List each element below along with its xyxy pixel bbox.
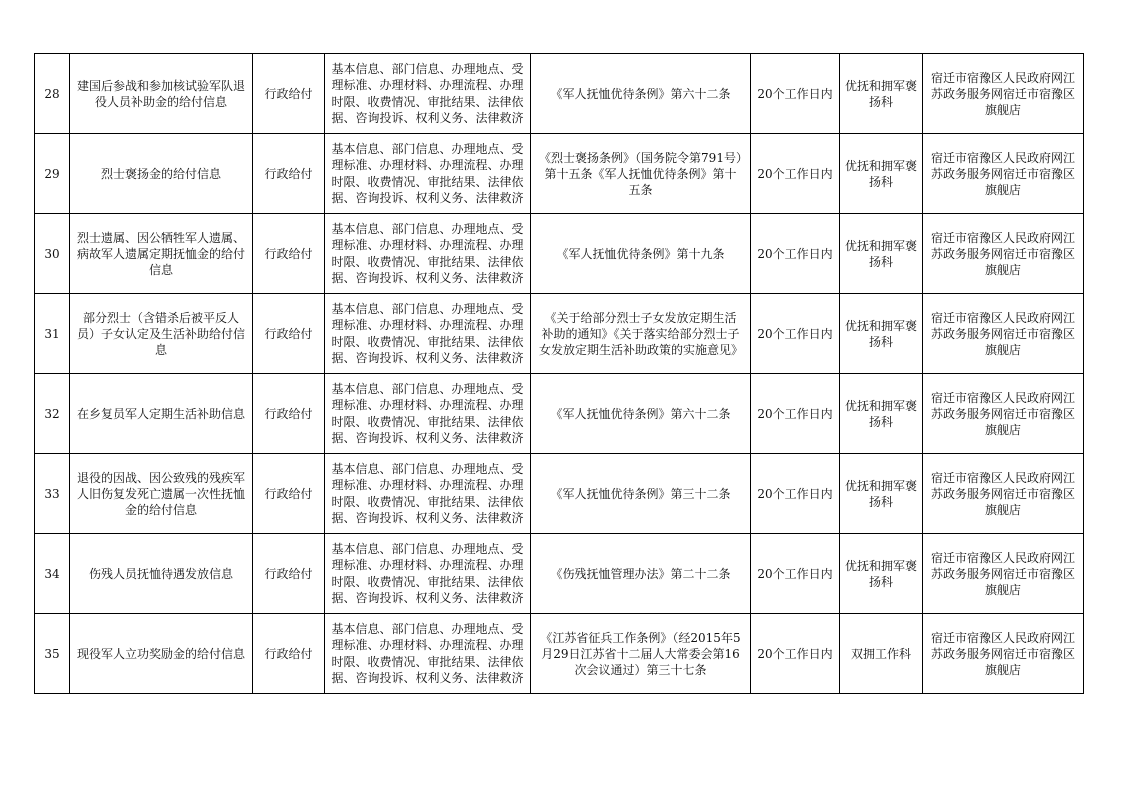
disclosure-content: 基本信息、部门信息、办理地点、受理标准、办理材料、办理流程、办理时限、收费情况、审批结果、法律依据、咨询投诉、权利义务、法律救济: [325, 214, 531, 294]
item-name: 在乡复员军人定期生活补助信息: [70, 374, 253, 454]
disclosure-table: [34, 53, 1084, 694]
responsible-department: 优抚和拥军褒扬科: [840, 134, 923, 214]
responsible-department: 优抚和拥军褒扬科: [840, 534, 923, 614]
legal-basis: 《军人抚恤优待条例》第六十二条: [531, 374, 751, 454]
item-name: 退役的因战、因公致残的残疾军人旧伤复发死亡遗属一次性抚恤金的给付信息: [70, 454, 253, 534]
responsible-department: 优抚和拥军褒扬科: [840, 374, 923, 454]
disclosure-content: 基本信息、部门信息、办理地点、受理标准、办理材料、办理流程、办理时限、收费情况、审批结果、法律依据、咨询投诉、权利义务、法律救济: [325, 374, 531, 454]
row-index: 29: [35, 134, 70, 214]
disclosure-content: 基本信息、部门信息、办理地点、受理标准、办理材料、办理流程、办理时限、收费情况、审批结果、法律依据、咨询投诉、权利义务、法律救济: [325, 534, 531, 614]
row-index: 34: [35, 534, 70, 614]
item-name: 烈士褒扬金的给付信息: [70, 134, 253, 214]
legal-basis: 《江苏省征兵工作条例》（经2015年5月29日江苏省十二届人大常委会第16次会议通过）第三十七条: [531, 614, 751, 694]
time-limit: 20个工作日内: [751, 614, 840, 694]
disclosure-content: 基本信息、部门信息、办理地点、受理标准、办理材料、办理流程、办理时限、收费情况、审批结果、法律依据、咨询投诉、权利义务、法律救济: [325, 54, 531, 134]
item-category: 行政给付: [253, 454, 325, 534]
item-name: 烈士遗属、因公牺牲军人遗属、病故军人遗属定期抚恤金的给付信息: [70, 214, 253, 294]
disclosure-channel: 宿迁市宿豫区人民政府网江苏政务服务网宿迁市宿豫区旗舰店: [923, 214, 1084, 294]
table-row: [35, 454, 1084, 534]
table-row: [35, 374, 1084, 454]
disclosure-channel: 宿迁市宿豫区人民政府网江苏政务服务网宿迁市宿豫区旗舰店: [923, 614, 1084, 694]
time-limit: 20个工作日内: [751, 214, 840, 294]
table-row: [35, 614, 1084, 694]
time-limit: 20个工作日内: [751, 294, 840, 374]
table-row: [35, 214, 1084, 294]
legal-basis: 《烈士褒扬条例》（国务院令第791号）第十五条《军人抚恤优待条例》第十五条: [531, 134, 751, 214]
row-index: 32: [35, 374, 70, 454]
item-category: 行政给付: [253, 54, 325, 134]
item-category: 行政给付: [253, 294, 325, 374]
disclosure-content: 基本信息、部门信息、办理地点、受理标准、办理材料、办理流程、办理时限、收费情况、审批结果、法律依据、咨询投诉、权利义务、法律救济: [325, 614, 531, 694]
item-category: 行政给付: [253, 134, 325, 214]
responsible-department: 优抚和拥军褒扬科: [840, 54, 923, 134]
disclosure-content: 基本信息、部门信息、办理地点、受理标准、办理材料、办理流程、办理时限、收费情况、审批结果、法律依据、咨询投诉、权利义务、法律救济: [325, 134, 531, 214]
time-limit: 20个工作日内: [751, 454, 840, 534]
table-row: [35, 294, 1084, 374]
time-limit: 20个工作日内: [751, 134, 840, 214]
item-name: 伤残人员抚恤待遇发放信息: [70, 534, 253, 614]
time-limit: 20个工作日内: [751, 374, 840, 454]
disclosure-channel: 宿迁市宿豫区人民政府网江苏政务服务网宿迁市宿豫区旗舰店: [923, 374, 1084, 454]
responsible-department: 优抚和拥军褒扬科: [840, 454, 923, 534]
row-index: 28: [35, 54, 70, 134]
item-name: 现役军人立功奖励金的给付信息: [70, 614, 253, 694]
disclosure-channel: 宿迁市宿豫区人民政府网江苏政务服务网宿迁市宿豫区旗舰店: [923, 454, 1084, 534]
item-category: 行政给付: [253, 214, 325, 294]
disclosure-channel: 宿迁市宿豫区人民政府网江苏政务服务网宿迁市宿豫区旗舰店: [923, 54, 1084, 134]
legal-basis: 《伤残抚恤管理办法》第二十二条: [531, 534, 751, 614]
disclosure-channel: 宿迁市宿豫区人民政府网江苏政务服务网宿迁市宿豫区旗舰店: [923, 534, 1084, 614]
legal-basis: 《军人抚恤优待条例》第六十二条: [531, 54, 751, 134]
legal-basis: 《军人抚恤优待条例》第十九条: [531, 214, 751, 294]
legal-basis: 《军人抚恤优待条例》第三十二条: [531, 454, 751, 534]
item-category: 行政给付: [253, 374, 325, 454]
item-name: 建国后参战和参加核试验军队退役人员补助金的给付信息: [70, 54, 253, 134]
row-index: 31: [35, 294, 70, 374]
row-index: 30: [35, 214, 70, 294]
table-row: [35, 134, 1084, 214]
table-row: [35, 534, 1084, 614]
time-limit: 20个工作日内: [751, 534, 840, 614]
row-index: 33: [35, 454, 70, 534]
table-row: [35, 54, 1084, 134]
row-index: 35: [35, 614, 70, 694]
item-name: 部分烈士（含错杀后被平反人员）子女认定及生活补助给付信息: [70, 294, 253, 374]
responsible-department: 优抚和拥军褒扬科: [840, 294, 923, 374]
item-category: 行政给付: [253, 614, 325, 694]
disclosure-content: 基本信息、部门信息、办理地点、受理标准、办理材料、办理流程、办理时限、收费情况、审批结果、法律依据、咨询投诉、权利义务、法律救济: [325, 294, 531, 374]
disclosure-channel: 宿迁市宿豫区人民政府网江苏政务服务网宿迁市宿豫区旗舰店: [923, 294, 1084, 374]
disclosure-content: 基本信息、部门信息、办理地点、受理标准、办理材料、办理流程、办理时限、收费情况、审批结果、法律依据、咨询投诉、权利义务、法律救济: [325, 454, 531, 534]
item-category: 行政给付: [253, 534, 325, 614]
responsible-department: 优抚和拥军褒扬科: [840, 214, 923, 294]
table-body: [35, 54, 1084, 694]
legal-basis: 《关于给部分烈士子女发放定期生活补助的通知》《关于落实给部分烈士子女发放定期生活补助政策的实施意见》: [531, 294, 751, 374]
disclosure-channel: 宿迁市宿豫区人民政府网江苏政务服务网宿迁市宿豫区旗舰店: [923, 134, 1084, 214]
time-limit: 20个工作日内: [751, 54, 840, 134]
responsible-department: 双拥工作科: [840, 614, 923, 694]
